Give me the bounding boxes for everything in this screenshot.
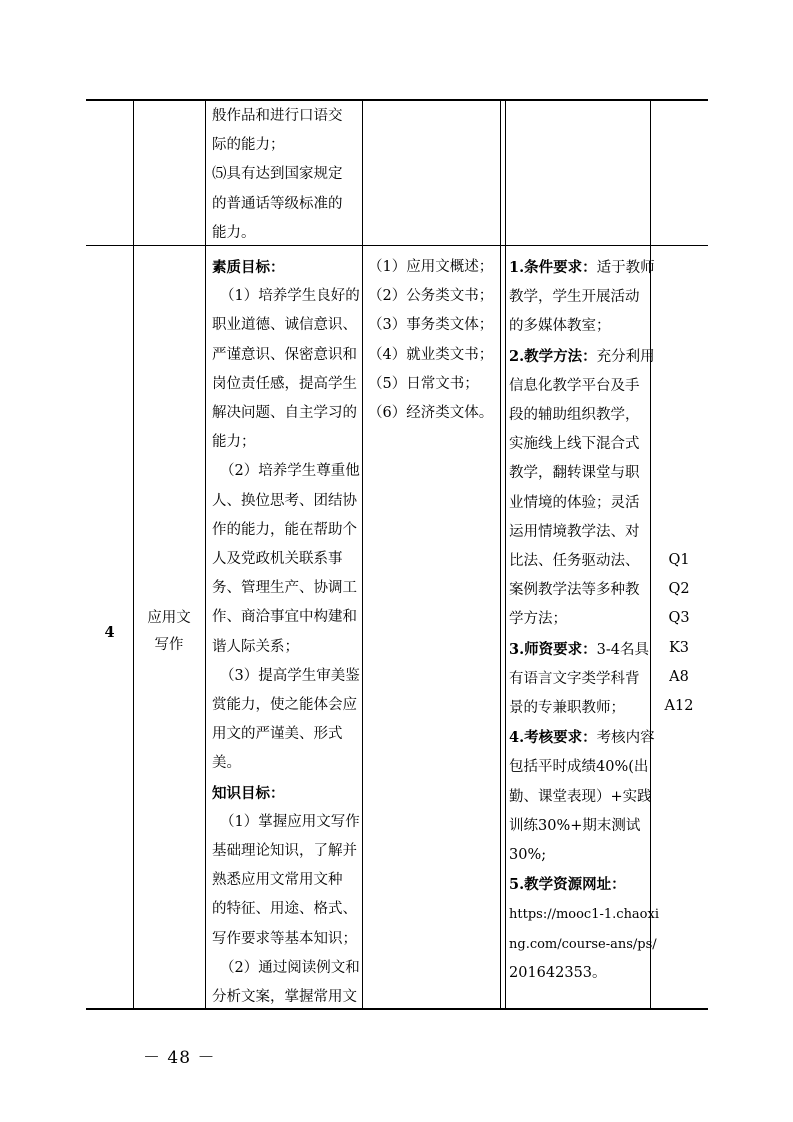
- requirement-line: [509, 605, 659, 634]
- requirement-line: [509, 401, 659, 430]
- requirement-text: 适于教师: [596, 260, 655, 276]
- competency-code: Q2: [668, 581, 690, 598]
- col-divider-3: [362, 100, 363, 1009]
- competency-code: A8: [669, 668, 689, 685]
- requirement-line: [509, 489, 659, 518]
- requirement-text: 业情境的体验；灵活: [509, 494, 640, 511]
- requirement-line: [509, 518, 659, 547]
- requirement-line: [509, 312, 659, 341]
- requirement-text: 有语言文字类学科背: [509, 670, 640, 687]
- content-item: （1）应用文概述；: [368, 259, 494, 275]
- requirement-label: 4.考核要求：: [509, 729, 597, 747]
- table-top-border: [86, 99, 708, 101]
- goal-line: 人及党政机关联系事: [212, 551, 343, 568]
- requirement-line: [509, 283, 659, 312]
- requirement-text: 景的专兼职教师；: [509, 700, 625, 717]
- requirement-line: [509, 665, 659, 694]
- goal-line: 际的能力；: [212, 137, 285, 154]
- requirement-line: [509, 870, 659, 900]
- content-item: （6）经济类文体。: [368, 405, 494, 422]
- goal-line: 的普通话等级标准的: [212, 195, 343, 212]
- table-bottom-border: [86, 1008, 708, 1010]
- course-name: [133, 605, 205, 659]
- requirement-text: 201642353。: [509, 964, 607, 981]
- requirement-line: [509, 430, 659, 459]
- competency-code: A12: [664, 698, 694, 715]
- competency-code: Q1: [668, 552, 690, 568]
- requirement-line: [509, 900, 659, 929]
- requirement-line: [509, 459, 659, 488]
- course-name-line1: 应用文: [147, 610, 191, 626]
- requirement-line: [509, 342, 659, 372]
- requirement-line: [509, 372, 659, 401]
- row-divider: [86, 245, 708, 246]
- goal-line: （2）培养学生尊重他: [220, 463, 360, 480]
- competency-codes-cell: [650, 546, 708, 721]
- competency-code: K3: [668, 639, 690, 656]
- requirement-line: [509, 841, 659, 870]
- requirement-line: [509, 930, 659, 959]
- requirement-text: 案例教学法等多种教: [509, 582, 640, 599]
- course-goals-cell: [212, 253, 360, 1012]
- course-contents-cell: [368, 253, 493, 428]
- requirement-text: 考核内容: [596, 730, 655, 747]
- goal-line: 分析文案，掌握常用文: [212, 989, 357, 1006]
- goal-line: 务、管理生产、协调工: [212, 580, 357, 597]
- goal-line: （1）培养学生良好的: [220, 288, 360, 305]
- requirement-label: 2.教学方法：: [509, 347, 597, 365]
- goal-line: 般作品和进行口语交: [212, 108, 343, 124]
- goal-line: 岗位责任感，提高学生: [212, 375, 357, 392]
- goal-line: 用文的严谨美、形式: [212, 726, 343, 743]
- requirement-line: [509, 547, 659, 576]
- requirement-line: [509, 959, 659, 988]
- goal-line: （1）掌握应用文写作: [220, 813, 360, 830]
- teaching-requirements-cell: [509, 253, 659, 988]
- requirement-label: 1.条件要求：: [509, 259, 597, 276]
- requirement-label: 3.师资要求：: [509, 640, 597, 658]
- col-divider-4: [500, 100, 501, 1009]
- requirement-text: 信息化教学平台及手: [509, 377, 640, 394]
- requirement-text: 学方法；: [509, 611, 567, 628]
- page-number: － 48 －: [143, 1048, 216, 1068]
- goal-line: （2）通过阅读例文和: [220, 959, 360, 976]
- content-item: （5）日常文书；: [368, 375, 479, 392]
- goal-line: 严谨意识、保密意识和: [212, 346, 357, 363]
- requirement-text: 3-4名具: [596, 641, 649, 658]
- course-name-line2: 写作: [154, 637, 184, 653]
- goal-line: 能力。: [212, 224, 256, 241]
- requirement-text: 的多媒体教室；: [509, 318, 611, 335]
- requirement-text: 实施线上线下混合式: [509, 436, 640, 453]
- row-number: 4: [104, 624, 115, 641]
- requirement-line: [509, 576, 659, 605]
- goal-line: 作、商洽事宜中构建和: [212, 609, 357, 626]
- requirement-text: 比法、任务驱动法、: [509, 553, 640, 570]
- requirement-line: [509, 253, 659, 283]
- goal-line: 谐人际关系；: [212, 638, 299, 655]
- requirement-line: [509, 812, 659, 841]
- goal-heading: 知识目标：: [212, 784, 285, 802]
- prev-row-goals-cell: [212, 102, 343, 248]
- requirement-line: [509, 723, 659, 753]
- col-divider-5: [505, 100, 506, 1009]
- goal-line: 的特征、用途、格式、: [212, 901, 357, 918]
- requirement-line: [509, 694, 659, 723]
- requirement-text: 训练30%+期末测试: [509, 817, 641, 834]
- requirement-text: 勤、课堂表现）+实践: [509, 788, 652, 805]
- requirement-text: 充分利用: [596, 348, 655, 365]
- goal-line: （3）提高学生审美鉴: [220, 667, 360, 684]
- requirement-text: ng.com/course-ans/ps/: [509, 936, 657, 952]
- goal-line: 人、换位思考、团结协: [212, 492, 357, 509]
- col-divider-2: [205, 100, 206, 1009]
- content-item: （3）事务类文体；: [368, 317, 494, 334]
- requirement-text: 段的辅助组织教学，: [509, 407, 640, 424]
- requirement-line: [509, 635, 659, 665]
- goal-heading: 素质目标：: [212, 259, 285, 276]
- requirement-label: 5.教学资源网址：: [509, 876, 626, 894]
- goal-line: 熟悉应用文常用文种: [212, 872, 343, 889]
- goal-line: 能力；: [212, 434, 256, 451]
- goal-line: 美。: [212, 755, 241, 772]
- goal-line: 写作要求等基本知识；: [212, 930, 357, 947]
- requirement-text: https://mooc1-1.chaoxi: [509, 907, 660, 923]
- goal-line: 基础理论知识，了解并: [212, 843, 357, 860]
- goal-line: 作的能力，能在帮助个: [212, 521, 357, 538]
- goal-line: 职业道德、诚信意识、: [212, 317, 357, 334]
- content-item: （4）就业类文书；: [368, 346, 494, 363]
- requirement-text: 教学，翻转课堂与职: [509, 465, 640, 482]
- col-divider-1: [133, 100, 134, 1009]
- requirement-text: 运用情境教学法、对: [509, 523, 640, 540]
- requirement-text: 教学，学生开展活动: [509, 289, 640, 306]
- competency-code: Q3: [668, 610, 690, 627]
- goal-line: ⑸具有达到国家规定: [212, 166, 343, 183]
- requirement-line: [509, 783, 659, 812]
- requirement-line: [509, 753, 659, 782]
- requirement-text: 包括平时成绩40%(出: [509, 759, 649, 776]
- content-item: （2）公务类文书；: [368, 288, 494, 305]
- goal-line: 解决问题、自主学习的: [212, 405, 357, 422]
- requirement-text: 30%;: [509, 847, 547, 864]
- goal-line: 赏能力，使之能体会应: [212, 697, 357, 714]
